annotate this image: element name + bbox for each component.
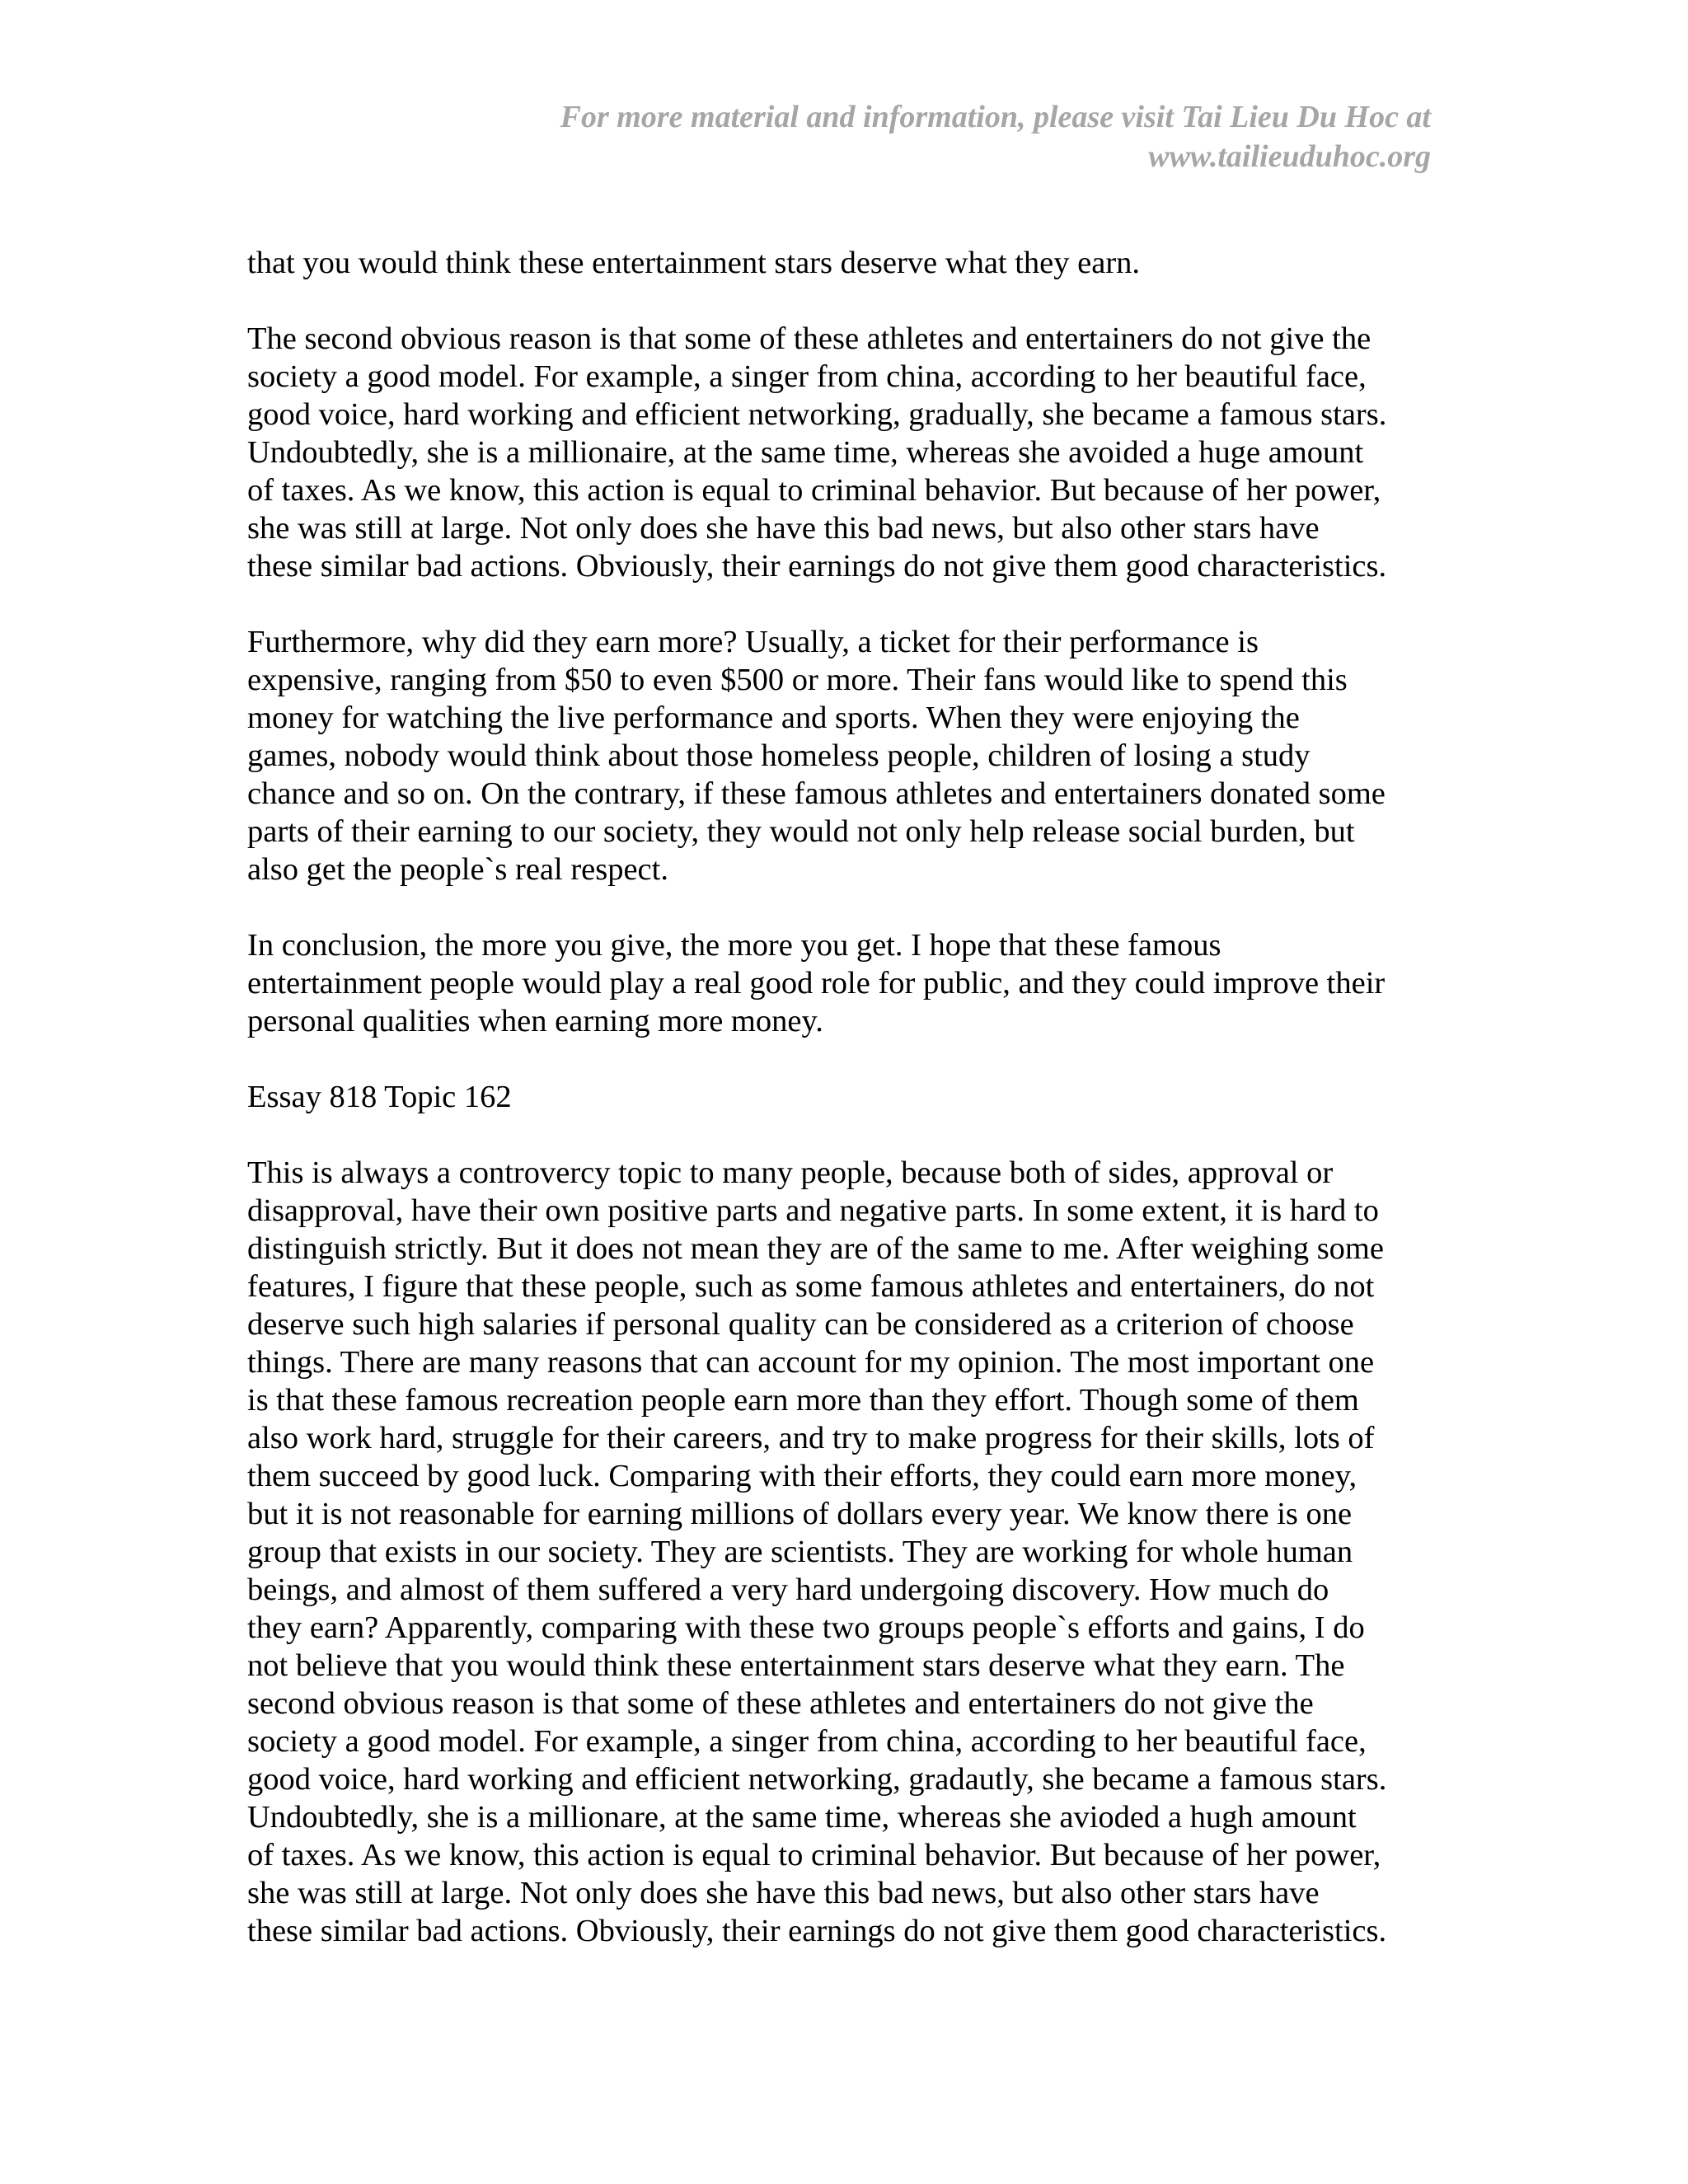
text-line: Undoubtedly, she is a millionare, at the same time, whereas she avioded a hugh amount [247, 1800, 1357, 1835]
paragraph [247, 1154, 1467, 1950]
text-line: of taxes. As we know, this action is equal to criminal behavior. But because of her power, [247, 473, 1381, 508]
paragraph [247, 244, 1467, 282]
text-line: The second obvious reason is that some of these athletes and entertainers do not give the [247, 321, 1372, 356]
text-line: group that exists in our society. They are scientists. They are working for whole human [247, 1535, 1353, 1569]
text-line: them succeed by good luck. Comparing with their efforts, they could earn more money, [247, 1459, 1357, 1493]
paragraph [247, 926, 1467, 1040]
paragraph [247, 623, 1467, 888]
text-line: is that these famous recreation people earn more than they effort. Though some of them [247, 1383, 1359, 1418]
text-line: good voice, hard working and efficient networking, gradautly, she became a famous stars. [247, 1762, 1387, 1797]
text-line: society a good model. For example, a singer from china, according to her beautiful face, [247, 359, 1367, 394]
page-header [277, 97, 1431, 176]
document-body [247, 244, 1467, 1988]
text-line: personal qualities when earning more money. [247, 1004, 823, 1038]
text-line: This is always a controvercy topic to many people, because both of sides, approval or [247, 1155, 1334, 1190]
text-line: things. There are many reasons that can account for my opinion. The most important one [247, 1345, 1375, 1380]
text-line: society a good model. For example, a singer from china, according to her beautiful face, [247, 1724, 1367, 1759]
text-line: features, I figure that these people, such as some famous athletes and entertainers, do not [247, 1269, 1375, 1304]
text-line: of taxes. As we know, this action is equal to criminal behavior. But because of her power, [247, 1838, 1381, 1872]
text-line: beings, and almost of them suffered a very hard undergoing discovery. How much do [247, 1572, 1329, 1607]
paragraph [247, 1078, 1467, 1116]
header-line-1: For more material and information, please visit Tai Lieu Du Hoc at [560, 100, 1431, 134]
text-line: also get the people`s real respect. [247, 852, 668, 887]
text-line: Undoubtedly, she is a millionaire, at the same time, whereas she avoided a huge amount [247, 435, 1364, 470]
text-line: she was still at large. Not only does she have this bad news, but also other stars have [247, 1876, 1320, 1910]
text-line: Essay 818 Topic 162 [247, 1080, 512, 1114]
text-line: these similar bad actions. Obviously, their earnings do not give them good characteristics. [247, 1914, 1387, 1948]
text-line: she was still at large. Not only does she have this bad news, but also other stars have [247, 511, 1320, 546]
text-line: games, nobody would think about those homeless people, children of losing a study [247, 738, 1311, 773]
text-line: deserve such high salaries if personal quality can be considered as a criterion of choose [247, 1307, 1354, 1342]
text-line: money for watching the live performance and sports. When they were enjoying the [247, 701, 1300, 735]
header-link[interactable]: www.tailieuduhoc.org [1148, 139, 1431, 174]
text-line: but it is not reasonable for earning millions of dollars every year. We know there is one [247, 1497, 1353, 1531]
text-line: good voice, hard working and efficient networking, gradually, she became a famous stars. [247, 397, 1387, 432]
text-line: second obvious reason is that some of these athletes and entertainers do not give the [247, 1686, 1314, 1721]
text-line: entertainment people would play a real good role for public, and they could improve their [247, 966, 1386, 1001]
text-line: that you would think these entertainment stars deserve what they earn. [247, 246, 1141, 280]
text-line: parts of their earning to our society, they would not only help release social burden, but [247, 814, 1355, 849]
text-line: also work hard, struggle for their careers, and try to make progress for their skills, lots of [247, 1421, 1375, 1455]
text-line: disapproval, have their own positive parts and negative parts. In some extent, it is hard to [247, 1193, 1379, 1228]
text-line: distinguish strictly. But it does not mean they are of the same to me. After weighing some [247, 1231, 1384, 1266]
paragraph [247, 320, 1467, 585]
text-line: these similar bad actions. Obviously, their earnings do not give them good characteristics. [247, 549, 1387, 583]
text-line: expensive, ranging from $50 to even $500 or more. Their fans would like to spend this [247, 663, 1348, 697]
text-line: not believe that you would think these entertainment stars deserve what they earn. The [247, 1648, 1345, 1683]
text-line: Furthermore, why did they earn more? Usually, a ticket for their performance is [247, 625, 1259, 659]
text-line: chance and so on. On the contrary, if these famous athletes and entertainers donated some [247, 776, 1386, 811]
text-line: they earn? Apparently, comparing with these two groups people`s efforts and gains, I do [247, 1610, 1365, 1645]
text-line: In conclusion, the more you give, the more you get. I hope that these famous [247, 928, 1221, 963]
